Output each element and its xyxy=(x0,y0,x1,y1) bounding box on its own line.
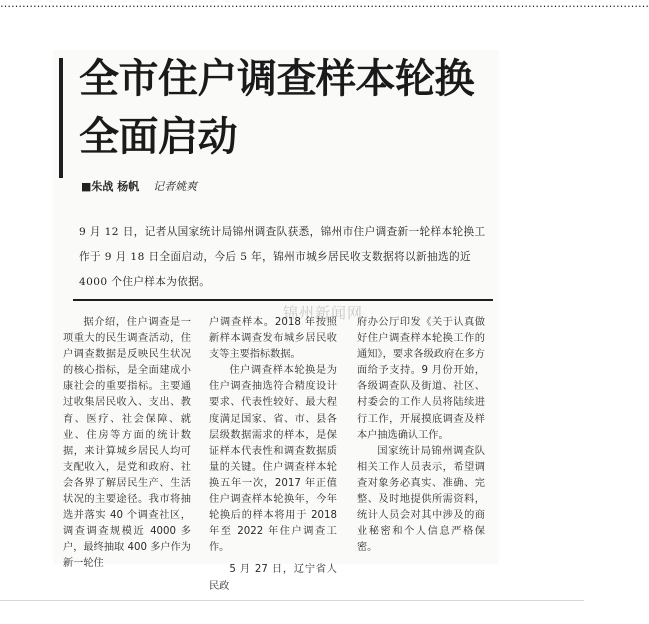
body-column-2 xyxy=(209,315,337,595)
paragraph: 国家统计局锦州调查队相关工作人员表示，希望调查对象务必真实、准确、完整、及时地提供所需资料，统计人员会对其中涉及的商业秘密和个人信息严格保密。 xyxy=(357,445,485,554)
paragraph: 据介绍，住户调查是一项重大的民生调查活动，住户调查数据是反映民生状况的核心指标，是全面建成小康社会的重要指标。主要通过收集居民收入、支出、教育、医疗、社会保障、就业、住房等方面的统计数据，来计算城乡居民人均可支配收入，是党和政府、社会各界了解居民生产、生活状况的主要途径。我市将抽选并落实 40 个调查社区，调查调查规模近 4000 多户，最终抽取 400 多户作为新一轮住 xyxy=(63,317,191,570)
section-rule xyxy=(73,299,493,301)
headline-accent-bar xyxy=(59,58,63,178)
paragraph: 户调查样本。2018 年按照新样本调查发布城乡居民收支等主要指标数据。 xyxy=(209,317,337,361)
byline-authors: ■朱战 杨帆 xyxy=(81,180,140,193)
body-column-1 xyxy=(63,315,191,573)
watermark: 锦州新闻网 xyxy=(283,304,364,322)
headline-line-1: 全市住户调查样本轮换 xyxy=(79,56,474,102)
lead-paragraph: 9 月 12 日，记者从国家统计局锦州调查队获悉，锦州市住户调查新一轮样本轮换工作于 9 月 18 日全面启动，今后 5 年，锦州市城乡居民收支数据将以新抽选的近 4000 个住户样本为依据。 xyxy=(79,226,486,288)
paragraph: 住户调查样本轮换是为住户调查抽选符合精度设计要求、代表性较好、最大程度满足国家、省、市、县各层级数据需求的样本，是保证样本代表性和调查数据质量的关键。住户调查样本轮换五年一次，2017 年正值住户调查样本轮换年，今年轮换后的样本将用于 2018 年至 2022 年住户调查工作。 xyxy=(209,365,337,554)
newspaper-clipping xyxy=(53,50,499,592)
headline xyxy=(79,50,474,166)
paragraph: 府办公厅印发《关于认真做好住户调查样本轮换工作的通知》，要求各级政府在多方面给予支持。9 月份开始，各级调查队及街道、社区、村委会的工作人员将陆续进行工作，开展摸底调查及样本户抽选确认工作。 xyxy=(357,317,485,441)
paragraph: 5 月 27 日，辽宁省人民政 xyxy=(209,564,337,592)
headline-line-2: 全面启动 xyxy=(79,114,237,160)
byline xyxy=(81,178,197,194)
top-strip-text: …………………………………………………………………………………………………………………………………………………………… xyxy=(0,0,649,10)
byline-reporter: 记者姚爽 xyxy=(153,180,198,193)
page-divider xyxy=(0,600,584,601)
body-column-3 xyxy=(357,315,485,556)
